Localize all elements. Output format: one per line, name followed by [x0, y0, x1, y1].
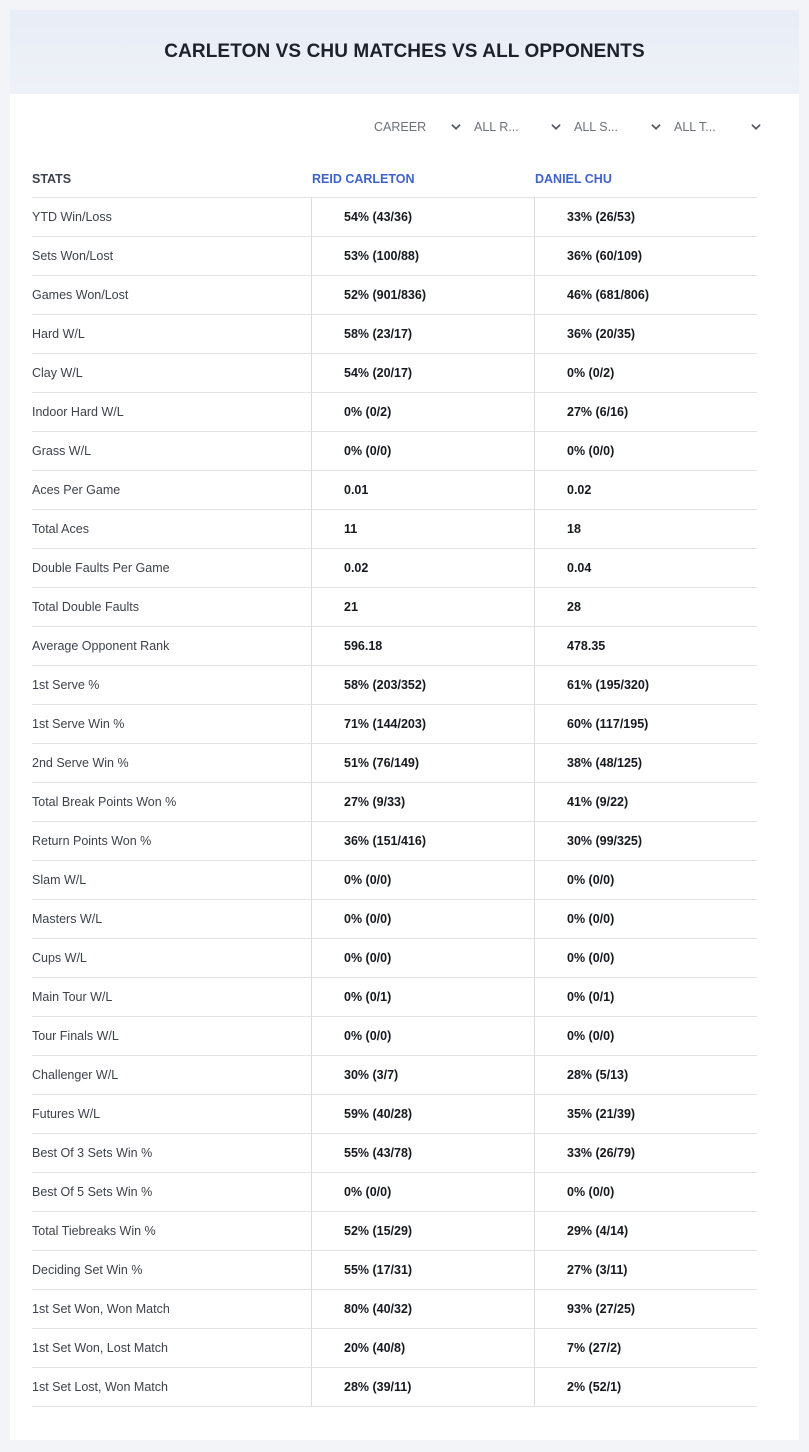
- player1-value: 0% (0/0): [312, 900, 535, 938]
- player1-value: 21: [312, 588, 535, 626]
- table-row: [32, 354, 757, 393]
- player1-value: 596.18: [312, 627, 535, 665]
- player1-value: 55% (17/31): [312, 1251, 535, 1289]
- table-row: [32, 588, 757, 627]
- stat-name: Average Opponent Rank: [32, 627, 312, 665]
- stat-name: Futures W/L: [32, 1095, 312, 1133]
- player2-value: 0% (0/0): [567, 912, 615, 926]
- player2-value: 0% (0/0): [567, 951, 615, 965]
- filter-dropdown-period[interactable]: [368, 114, 468, 140]
- chevron-down-icon: [550, 121, 562, 133]
- page-title: CARLETON VS CHU MATCHES VS ALL OPPONENTS: [164, 41, 645, 62]
- table-row: [32, 1173, 757, 1212]
- player1-value: 55% (43/78): [312, 1134, 535, 1172]
- stat-name: 1st Set Lost, Won Match: [32, 1368, 312, 1406]
- player1-value: 51% (76/149): [312, 744, 535, 782]
- player1-value: 0% (0/0): [312, 861, 535, 899]
- stat-name: Deciding Set Win %: [32, 1251, 312, 1289]
- player1-value: 54% (20/17): [312, 354, 535, 392]
- player1-value: 53% (100/88): [312, 237, 535, 275]
- table-row: [32, 744, 757, 783]
- player2-value: 478.35: [567, 639, 606, 653]
- player1-value: 0% (0/0): [312, 939, 535, 977]
- stat-name: Total Double Faults: [32, 588, 312, 626]
- filter-label: ALL R...: [474, 120, 519, 134]
- player1-value: 0% (0/0): [312, 1017, 535, 1055]
- player2-value: 0% (0/1): [567, 990, 615, 1004]
- table-row: [32, 198, 757, 237]
- stat-name: Double Faults Per Game: [32, 549, 312, 587]
- player2-value: 7% (27/2): [567, 1341, 622, 1355]
- player2-value: 46% (681/806): [567, 288, 650, 302]
- table-row: [32, 471, 757, 510]
- player2-value: 0% (0/0): [567, 1029, 615, 1043]
- column-header-player1[interactable]: REID CARLETON: [312, 171, 415, 186]
- table-row: [32, 978, 757, 1017]
- stat-name: Best Of 5 Sets Win %: [32, 1173, 312, 1211]
- table-row: [32, 705, 757, 744]
- stat-name: Cups W/L: [32, 939, 312, 977]
- table-row: [32, 1017, 757, 1056]
- player1-value: 71% (144/203): [312, 705, 535, 743]
- column-header-player2[interactable]: DANIEL CHU: [535, 171, 612, 186]
- table-row: [32, 549, 757, 588]
- player2-value: 18: [567, 522, 581, 536]
- stat-name: Total Break Points Won %: [32, 783, 312, 821]
- table-row: [32, 1212, 757, 1251]
- player1-value: 20% (40/8): [312, 1329, 535, 1367]
- table-row: [32, 666, 757, 705]
- table-row: [32, 393, 757, 432]
- stat-name: Total Aces: [32, 510, 312, 548]
- filter-label: CAREER: [374, 120, 427, 134]
- stat-name: Grass W/L: [32, 432, 312, 470]
- table-row: [32, 1095, 757, 1134]
- table-header: [32, 160, 757, 198]
- stat-name: YTD Win/Loss: [32, 198, 312, 236]
- stat-name: Sets Won/Lost: [32, 237, 312, 275]
- player1-value: 58% (203/352): [312, 666, 535, 704]
- player2-value: 2% (52/1): [567, 1380, 622, 1394]
- player1-value: 0% (0/0): [312, 1173, 535, 1211]
- player1-value: 59% (40/28): [312, 1095, 535, 1133]
- player2-value: 0.02: [567, 483, 592, 497]
- table-row: [32, 939, 757, 978]
- stats-table-body: [32, 198, 757, 1407]
- player2-value: 27% (6/16): [567, 405, 629, 419]
- stat-name: 1st Serve Win %: [32, 705, 312, 743]
- filter-dropdown-tournaments[interactable]: [668, 114, 768, 140]
- player1-value: 52% (15/29): [312, 1212, 535, 1250]
- stat-name: Slam W/L: [32, 861, 312, 899]
- chevron-down-icon: [750, 121, 762, 133]
- player1-value: 0.02: [312, 549, 535, 587]
- stat-name: 1st Serve %: [32, 666, 312, 704]
- player2-value: 36% (60/109): [567, 249, 643, 263]
- player2-value: 38% (48/125): [567, 756, 643, 770]
- player1-value: 52% (901/836): [312, 276, 535, 314]
- stat-name: Total Tiebreaks Win %: [32, 1212, 312, 1250]
- card-header: [10, 10, 799, 94]
- table-row: [32, 900, 757, 939]
- table-row: [32, 315, 757, 354]
- player1-value: 0% (0/2): [312, 393, 535, 431]
- table-row: [32, 1368, 757, 1407]
- player2-value: 27% (3/11): [567, 1263, 628, 1277]
- table-row: [32, 1056, 757, 1095]
- player1-value: 11: [312, 510, 535, 548]
- filter-dropdown-rounds[interactable]: [468, 114, 568, 140]
- player1-value: 0% (0/1): [312, 978, 535, 1016]
- player1-value: 58% (23/17): [312, 315, 535, 353]
- chevron-down-icon: [650, 121, 662, 133]
- player2-value: 93% (27/25): [567, 1302, 636, 1316]
- player2-value: 33% (26/53): [567, 210, 636, 224]
- table-row: [32, 1251, 757, 1290]
- column-header-stats: STATS: [32, 171, 72, 186]
- table-row: [32, 510, 757, 549]
- player2-value: 35% (21/39): [567, 1107, 636, 1121]
- player1-value: 30% (3/7): [312, 1056, 535, 1094]
- player2-value: 0% (0/0): [567, 873, 615, 887]
- table-row: [32, 822, 757, 861]
- player2-value: 0% (0/0): [567, 444, 615, 458]
- player2-value: 60% (117/195): [567, 717, 649, 731]
- player2-value: 30% (99/325): [567, 834, 643, 848]
- table-row: [32, 432, 757, 471]
- filter-dropdown-surfaces[interactable]: [568, 114, 668, 140]
- stat-name: Best Of 3 Sets Win %: [32, 1134, 312, 1172]
- stat-name: Hard W/L: [32, 315, 312, 353]
- player1-value: 0% (0/0): [312, 432, 535, 470]
- stat-name: Challenger W/L: [32, 1056, 312, 1094]
- player1-value: 28% (39/11): [312, 1368, 535, 1406]
- table-row: [32, 237, 757, 276]
- table-row: [32, 1290, 757, 1329]
- player2-value: 33% (26/79): [567, 1146, 636, 1160]
- stat-name: Games Won/Lost: [32, 276, 312, 314]
- stat-name: Tour Finals W/L: [32, 1017, 312, 1055]
- player1-value: 36% (151/416): [312, 822, 535, 860]
- player2-value: 0% (0/2): [567, 366, 615, 380]
- player1-value: 27% (9/33): [312, 783, 535, 821]
- stat-name: 1st Set Won, Lost Match: [32, 1329, 312, 1367]
- stat-name: Return Points Won %: [32, 822, 312, 860]
- table-row: [32, 1134, 757, 1173]
- table-row: [32, 627, 757, 666]
- table-row: [32, 783, 757, 822]
- player2-value: 28: [567, 600, 581, 614]
- chevron-down-icon: [450, 121, 462, 133]
- player2-value: 36% (20/35): [567, 327, 636, 341]
- player2-value: 29% (4/14): [567, 1224, 629, 1238]
- player1-value: 0.01: [312, 471, 535, 509]
- stat-name: Masters W/L: [32, 900, 312, 938]
- filter-label: ALL S...: [574, 120, 619, 134]
- table-row: [32, 1329, 757, 1368]
- player1-value: 80% (40/32): [312, 1290, 535, 1328]
- player2-value: 0.04: [567, 561, 592, 575]
- table-row: [32, 276, 757, 315]
- player2-value: 0% (0/0): [567, 1185, 615, 1199]
- stat-name: Aces Per Game: [32, 471, 312, 509]
- filter-label: ALL T...: [674, 120, 716, 134]
- player2-value: 61% (195/320): [567, 678, 650, 692]
- player2-value: 28% (5/13): [567, 1068, 629, 1082]
- stat-name: 1st Set Won, Won Match: [32, 1290, 312, 1328]
- stat-name: Clay W/L: [32, 354, 312, 392]
- stat-name: 2nd Serve Win %: [32, 744, 312, 782]
- stat-name: Indoor Hard W/L: [32, 393, 312, 431]
- player1-value: 54% (43/36): [312, 198, 535, 236]
- player2-value: 41% (9/22): [567, 795, 629, 809]
- table-row: [32, 861, 757, 900]
- filter-bar: [368, 114, 768, 140]
- stat-name: Main Tour W/L: [32, 978, 312, 1016]
